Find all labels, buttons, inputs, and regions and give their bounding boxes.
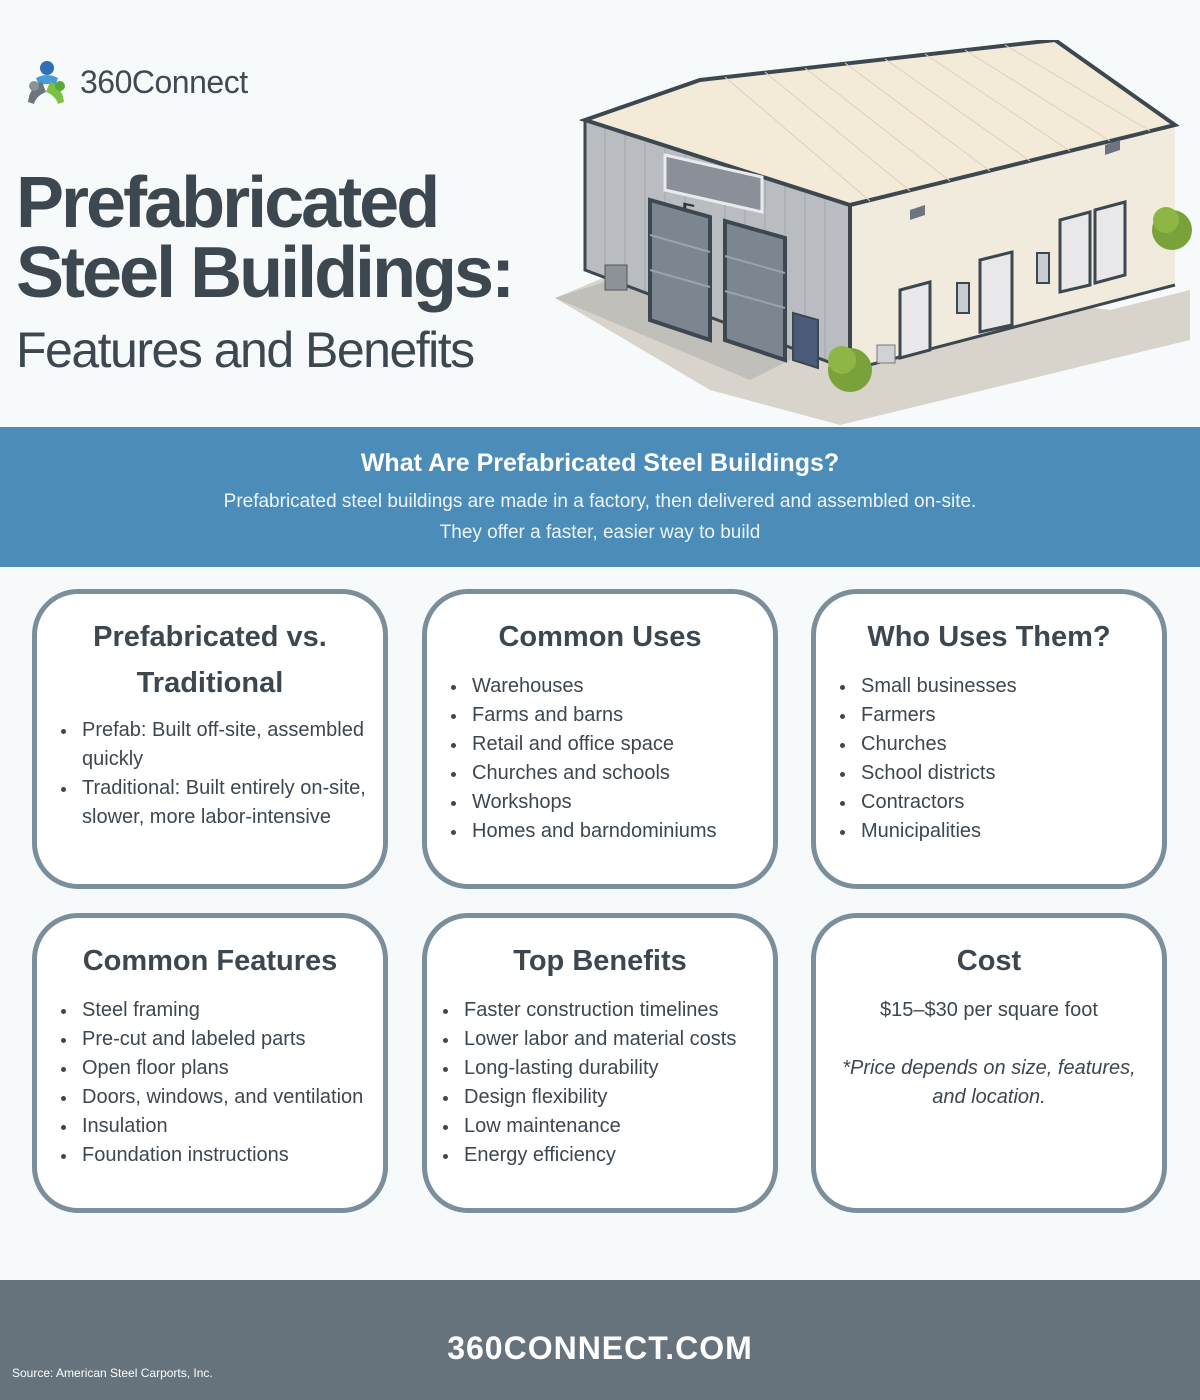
list-item: Traditional: Built entirely on-site, slower, more labor-intensive	[77, 774, 369, 832]
list-item: Open floor plans	[77, 1054, 379, 1083]
card-title: Top Benefits	[513, 945, 687, 977]
list-item: Lower labor and material costs	[459, 1025, 769, 1054]
list-item: Farms and barns	[467, 701, 759, 730]
steel-building-illustration	[550, 40, 1200, 430]
brand-name-number: 360	[80, 63, 132, 100]
banner-line1: Prefabricated steel buildings are made in a factory, then delivered and assembled on-site.	[223, 491, 977, 512]
list-item: Retail and office space	[467, 730, 759, 759]
list-item: Long-lasting durability	[459, 1054, 769, 1083]
list-item: School districts	[856, 759, 1148, 788]
card-title: Common Uses	[498, 621, 702, 653]
list-item: Warehouses	[467, 672, 759, 701]
list-item: Workshops	[467, 788, 759, 817]
cost-note: *Price depends on size, features, and location.	[842, 1057, 1136, 1108]
list-item: Faster construction timelines	[459, 996, 769, 1025]
list-item: Energy efficiency	[459, 1141, 769, 1170]
card-who-uses-them	[811, 589, 1167, 889]
list-item: Churches	[856, 730, 1148, 759]
card-list	[816, 672, 1162, 846]
card-title: Common Features	[82, 945, 338, 977]
list-item: Churches and schools	[467, 759, 759, 788]
card-list	[37, 996, 383, 1170]
brand-name-word: Connect	[131, 63, 248, 100]
card-title: Prefabricated vs. Traditional	[93, 621, 327, 699]
card-title: Cost	[956, 945, 1022, 977]
banner-text	[0, 486, 1200, 548]
card-common-uses	[422, 589, 778, 889]
card-cost	[811, 913, 1167, 1213]
list-item: Low maintenance	[459, 1112, 769, 1141]
intro-banner	[0, 427, 1200, 567]
list-item: Contractors	[856, 788, 1148, 817]
banner-heading: What Are Prefabricated Steel Buildings?	[360, 449, 840, 477]
card-title: Who Uses Them?	[867, 621, 1111, 653]
list-item: Prefab: Built off-site, assembled quickly	[77, 716, 369, 774]
card-common-features	[32, 913, 388, 1213]
list-item: Foundation instructions	[77, 1141, 379, 1170]
page-title-line2: Steel Buildings:	[16, 233, 513, 313]
list-item: Pre-cut and labeled parts	[77, 1025, 379, 1054]
list-item: Design flexibility	[459, 1083, 769, 1112]
title-block	[16, 163, 513, 380]
list-item: Municipalities	[856, 817, 1148, 846]
footer-website-link[interactable]: 360CONNECT.COM	[447, 1330, 753, 1366]
footer	[0, 1280, 1200, 1400]
cost-content	[816, 996, 1162, 1112]
people-logo-icon	[22, 58, 70, 106]
page-subtitle: Features and Benefits	[16, 322, 474, 378]
card-prefab-vs-traditional	[32, 589, 388, 889]
list-item: Small businesses	[856, 672, 1148, 701]
footer-source: Source: American Steel Carports, Inc.	[12, 1366, 213, 1380]
card-list	[37, 716, 383, 832]
cost-price: $15–$30 per square foot	[880, 999, 1098, 1021]
list-item: Steel framing	[77, 996, 379, 1025]
list-item: Farmers	[856, 701, 1148, 730]
banner-line2: They offer a faster, easier way to build	[439, 522, 761, 543]
list-item: Homes and barndominiums	[467, 817, 759, 846]
brand-name	[80, 64, 248, 101]
page-title-line1: Prefabricated	[16, 163, 438, 243]
card-list	[427, 672, 773, 846]
card-list	[427, 996, 773, 1170]
brand-logo	[22, 58, 248, 106]
list-item: Insulation	[77, 1112, 379, 1141]
list-item: Doors, windows, and ventilation	[77, 1083, 379, 1112]
card-top-benefits	[422, 913, 778, 1213]
